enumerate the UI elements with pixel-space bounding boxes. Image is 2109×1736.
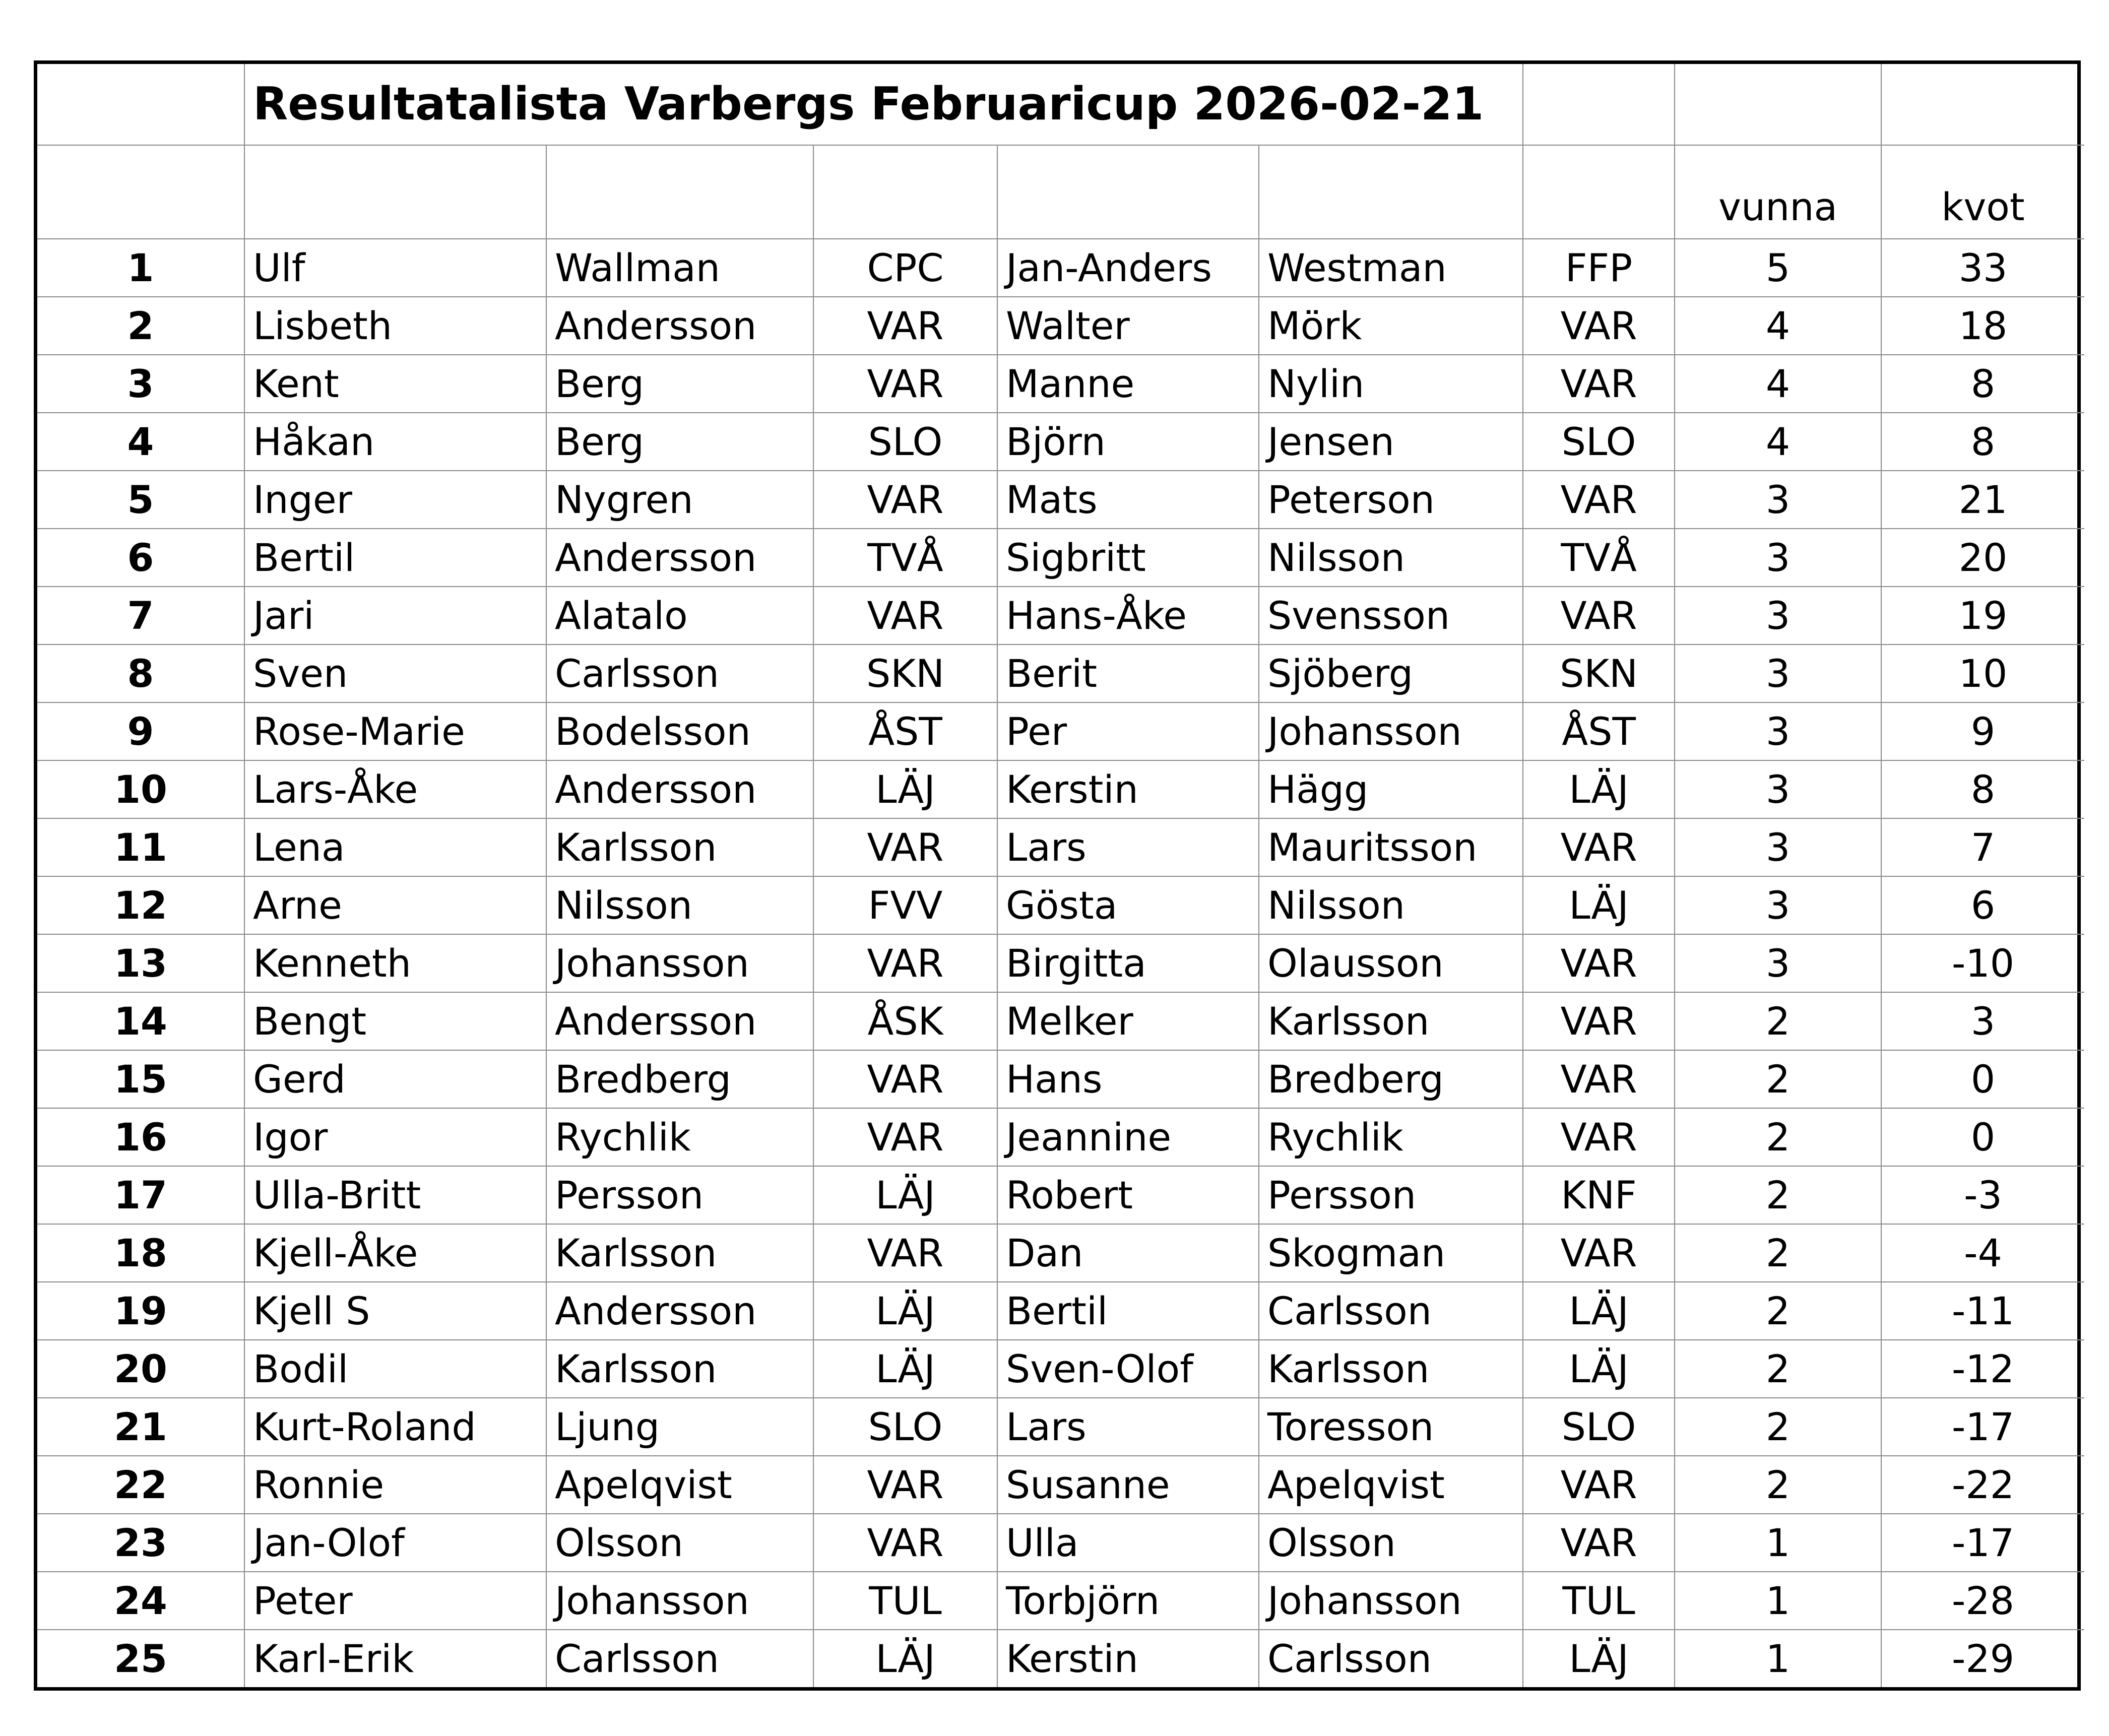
table-row: [37, 645, 2084, 702]
club-1-cell: VAR: [813, 297, 997, 355]
first-name-2-cell: Kerstin: [997, 1630, 1259, 1687]
last-name-2-cell: Olausson: [1259, 934, 1523, 992]
won-cell: 3: [1675, 529, 1881, 587]
won-cell: 1: [1675, 1514, 1881, 1572]
club-1-cell: VAR: [813, 1514, 997, 1572]
rank-cell: 23: [37, 1514, 244, 1572]
last-name-2-cell: Carlsson: [1259, 1282, 1523, 1340]
club-1-cell: ÅSK: [813, 992, 997, 1050]
won-cell: 3: [1675, 818, 1881, 876]
first-name-1-cell: Håkan: [244, 413, 546, 471]
column-header-ratio: kvot: [1881, 145, 2084, 239]
rank-cell: 12: [37, 876, 244, 934]
empty-cell: [37, 64, 244, 145]
header-row: [37, 145, 2084, 239]
last-name-1-cell: Karlsson: [546, 1224, 813, 1282]
club-2-cell: LÄJ: [1523, 760, 1675, 818]
rank-cell: 6: [37, 529, 244, 587]
table-row: [37, 818, 2084, 876]
last-name-2-cell: Sjöberg: [1259, 645, 1523, 702]
empty-cell: [1523, 145, 1675, 239]
ratio-cell: 6: [1881, 876, 2084, 934]
rank-cell: 21: [37, 1398, 244, 1456]
won-cell: 2: [1675, 992, 1881, 1050]
last-name-2-cell: Bredberg: [1259, 1050, 1523, 1108]
club-1-cell: LÄJ: [813, 1282, 997, 1340]
table-row: [37, 1166, 2084, 1224]
rank-cell: 11: [37, 818, 244, 876]
won-cell: 3: [1675, 934, 1881, 992]
ratio-cell: -4: [1881, 1224, 2084, 1282]
last-name-2-cell: Nylin: [1259, 355, 1523, 413]
empty-cell: [1675, 64, 1881, 145]
first-name-2-cell: Jeannine: [997, 1108, 1259, 1166]
table-row: [37, 1108, 2084, 1166]
club-2-cell: LÄJ: [1523, 876, 1675, 934]
club-1-cell: TVÅ: [813, 529, 997, 587]
rank-cell: 17: [37, 1166, 244, 1224]
table-row: [37, 297, 2084, 355]
club-1-cell: FVV: [813, 876, 997, 934]
rank-cell: 24: [37, 1572, 244, 1630]
last-name-1-cell: Andersson: [546, 529, 813, 587]
first-name-1-cell: Peter: [244, 1572, 546, 1630]
won-cell: 2: [1675, 1050, 1881, 1108]
ratio-cell: -11: [1881, 1282, 2084, 1340]
first-name-2-cell: Sven-Olof: [997, 1340, 1259, 1398]
club-2-cell: FFP: [1523, 239, 1675, 297]
ratio-cell: -10: [1881, 934, 2084, 992]
first-name-1-cell: Kenneth: [244, 934, 546, 992]
empty-cell: [1523, 64, 1675, 145]
first-name-2-cell: Torbjörn: [997, 1572, 1259, 1630]
club-2-cell: VAR: [1523, 992, 1675, 1050]
table-row: [37, 239, 2084, 297]
table-row: [37, 1398, 2084, 1456]
first-name-1-cell: Bertil: [244, 529, 546, 587]
first-name-1-cell: Kjell-Åke: [244, 1224, 546, 1282]
first-name-1-cell: Kjell S: [244, 1282, 546, 1340]
won-cell: 1: [1675, 1572, 1881, 1630]
last-name-2-cell: Westman: [1259, 239, 1523, 297]
ratio-cell: 21: [1881, 471, 2084, 529]
first-name-1-cell: Ulla-Britt: [244, 1166, 546, 1224]
ratio-cell: 18: [1881, 297, 2084, 355]
club-2-cell: VAR: [1523, 1108, 1675, 1166]
empty-cell: [37, 145, 244, 239]
last-name-2-cell: Jensen: [1259, 413, 1523, 471]
table-row: [37, 529, 2084, 587]
empty-cell: [813, 145, 997, 239]
first-name-2-cell: Sigbritt: [997, 529, 1259, 587]
club-1-cell: VAR: [813, 1456, 997, 1514]
last-name-1-cell: Andersson: [546, 760, 813, 818]
ratio-cell: 8: [1881, 355, 2084, 413]
ratio-cell: -22: [1881, 1456, 2084, 1514]
column-header-won: vunna: [1675, 145, 1881, 239]
club-2-cell: VAR: [1523, 297, 1675, 355]
rank-cell: 8: [37, 645, 244, 702]
ratio-cell: -3: [1881, 1166, 2084, 1224]
first-name-2-cell: Gösta: [997, 876, 1259, 934]
rank-cell: 14: [37, 992, 244, 1050]
rank-cell: 20: [37, 1340, 244, 1398]
first-name-1-cell: Lars-Åke: [244, 760, 546, 818]
first-name-2-cell: Hans-Åke: [997, 587, 1259, 645]
ratio-cell: -17: [1881, 1398, 2084, 1456]
empty-cell: [1881, 64, 2084, 145]
club-2-cell: TVÅ: [1523, 529, 1675, 587]
won-cell: 3: [1675, 876, 1881, 934]
table-row: [37, 1630, 2084, 1687]
last-name-2-cell: Olsson: [1259, 1514, 1523, 1572]
rank-cell: 10: [37, 760, 244, 818]
last-name-1-cell: Andersson: [546, 297, 813, 355]
club-2-cell: VAR: [1523, 1514, 1675, 1572]
club-2-cell: LÄJ: [1523, 1630, 1675, 1687]
first-name-2-cell: Jan-Anders: [997, 239, 1259, 297]
rank-cell: 22: [37, 1456, 244, 1514]
first-name-1-cell: Jan-Olof: [244, 1514, 546, 1572]
table-row: [37, 413, 2084, 471]
first-name-2-cell: Ulla: [997, 1514, 1259, 1572]
last-name-1-cell: Carlsson: [546, 1630, 813, 1687]
first-name-1-cell: Sven: [244, 645, 546, 702]
first-name-2-cell: Björn: [997, 413, 1259, 471]
first-name-1-cell: Bengt: [244, 992, 546, 1050]
last-name-2-cell: Karlsson: [1259, 1340, 1523, 1398]
ratio-cell: 7: [1881, 818, 2084, 876]
empty-cell: [1259, 145, 1523, 239]
club-1-cell: LÄJ: [813, 1630, 997, 1687]
ratio-cell: 0: [1881, 1050, 2084, 1108]
table-row: [37, 587, 2084, 645]
last-name-2-cell: Persson: [1259, 1166, 1523, 1224]
last-name-1-cell: Apelqvist: [546, 1456, 813, 1514]
won-cell: 3: [1675, 645, 1881, 702]
first-name-2-cell: Walter: [997, 297, 1259, 355]
rank-cell: 18: [37, 1224, 244, 1282]
table-row: [37, 876, 2084, 934]
table-row: [37, 1224, 2084, 1282]
first-name-1-cell: Arne: [244, 876, 546, 934]
club-2-cell: TUL: [1523, 1572, 1675, 1630]
ratio-cell: 33: [1881, 239, 2084, 297]
results-table: [37, 64, 2084, 1687]
first-name-2-cell: Berit: [997, 645, 1259, 702]
table-row: [37, 1282, 2084, 1340]
results-table-body: [37, 64, 2084, 1687]
club-1-cell: SLO: [813, 1398, 997, 1456]
first-name-2-cell: Mats: [997, 471, 1259, 529]
page-title: Resultatalista Varbergs Februaricup 2026-02-21: [244, 64, 1523, 145]
club-2-cell: SKN: [1523, 645, 1675, 702]
ratio-cell: 3: [1881, 992, 2084, 1050]
last-name-2-cell: Svensson: [1259, 587, 1523, 645]
last-name-2-cell: Nilsson: [1259, 876, 1523, 934]
first-name-1-cell: Karl-Erik: [244, 1630, 546, 1687]
won-cell: 2: [1675, 1340, 1881, 1398]
last-name-1-cell: Carlsson: [546, 645, 813, 702]
last-name-1-cell: Bodelsson: [546, 702, 813, 760]
club-1-cell: CPC: [813, 239, 997, 297]
first-name-2-cell: Lars: [997, 818, 1259, 876]
won-cell: 2: [1675, 1398, 1881, 1456]
club-2-cell: VAR: [1523, 818, 1675, 876]
empty-cell: [244, 145, 546, 239]
rank-cell: 7: [37, 587, 244, 645]
first-name-2-cell: Melker: [997, 992, 1259, 1050]
table-row: [37, 1572, 2084, 1630]
won-cell: 5: [1675, 239, 1881, 297]
last-name-2-cell: Nilsson: [1259, 529, 1523, 587]
last-name-1-cell: Karlsson: [546, 818, 813, 876]
ratio-cell: 8: [1881, 760, 2084, 818]
club-2-cell: VAR: [1523, 1050, 1675, 1108]
last-name-1-cell: Rychlik: [546, 1108, 813, 1166]
rank-cell: 13: [37, 934, 244, 992]
last-name-2-cell: Peterson: [1259, 471, 1523, 529]
first-name-1-cell: Igor: [244, 1108, 546, 1166]
last-name-2-cell: Johansson: [1259, 702, 1523, 760]
won-cell: 2: [1675, 1282, 1881, 1340]
last-name-1-cell: Alatalo: [546, 587, 813, 645]
club-2-cell: LÄJ: [1523, 1340, 1675, 1398]
last-name-2-cell: Carlsson: [1259, 1630, 1523, 1687]
won-cell: 2: [1675, 1456, 1881, 1514]
last-name-1-cell: Nilsson: [546, 876, 813, 934]
won-cell: 2: [1675, 1224, 1881, 1282]
rank-cell: 19: [37, 1282, 244, 1340]
club-1-cell: VAR: [813, 1050, 997, 1108]
first-name-2-cell: Manne: [997, 355, 1259, 413]
club-2-cell: VAR: [1523, 587, 1675, 645]
ratio-cell: 20: [1881, 529, 2084, 587]
last-name-2-cell: Hägg: [1259, 760, 1523, 818]
first-name-1-cell: Ronnie: [244, 1456, 546, 1514]
empty-cell: [546, 145, 813, 239]
rank-cell: 2: [37, 297, 244, 355]
table-row: [37, 1340, 2084, 1398]
rank-cell: 25: [37, 1630, 244, 1687]
ratio-cell: -29: [1881, 1630, 2084, 1687]
club-2-cell: VAR: [1523, 1224, 1675, 1282]
club-2-cell: VAR: [1523, 934, 1675, 992]
rank-cell: 1: [37, 239, 244, 297]
club-1-cell: ÅST: [813, 702, 997, 760]
last-name-2-cell: Mörk: [1259, 297, 1523, 355]
club-2-cell: VAR: [1523, 1456, 1675, 1514]
first-name-2-cell: Dan: [997, 1224, 1259, 1282]
club-2-cell: VAR: [1523, 355, 1675, 413]
won-cell: 3: [1675, 702, 1881, 760]
club-2-cell: SLO: [1523, 1398, 1675, 1456]
last-name-2-cell: Johansson: [1259, 1572, 1523, 1630]
won-cell: 2: [1675, 1108, 1881, 1166]
first-name-1-cell: Bodil: [244, 1340, 546, 1398]
won-cell: 3: [1675, 587, 1881, 645]
table-row: [37, 1514, 2084, 1572]
last-name-2-cell: Mauritsson: [1259, 818, 1523, 876]
first-name-1-cell: Inger: [244, 471, 546, 529]
club-1-cell: VAR: [813, 471, 997, 529]
first-name-1-cell: Lena: [244, 818, 546, 876]
table-row: [37, 760, 2084, 818]
last-name-1-cell: Johansson: [546, 934, 813, 992]
ratio-cell: 19: [1881, 587, 2084, 645]
first-name-1-cell: Lisbeth: [244, 297, 546, 355]
last-name-1-cell: Bredberg: [546, 1050, 813, 1108]
club-1-cell: SKN: [813, 645, 997, 702]
club-2-cell: SLO: [1523, 413, 1675, 471]
won-cell: 4: [1675, 297, 1881, 355]
table-row: [37, 355, 2084, 413]
ratio-cell: -28: [1881, 1572, 2084, 1630]
title-row: [37, 64, 2084, 145]
table-row: [37, 992, 2084, 1050]
first-name-2-cell: Per: [997, 702, 1259, 760]
club-2-cell: LÄJ: [1523, 1282, 1675, 1340]
last-name-1-cell: Karlsson: [546, 1340, 813, 1398]
first-name-2-cell: Robert: [997, 1166, 1259, 1224]
first-name-2-cell: Lars: [997, 1398, 1259, 1456]
ratio-cell: 9: [1881, 702, 2084, 760]
rank-cell: 9: [37, 702, 244, 760]
first-name-2-cell: Bertil: [997, 1282, 1259, 1340]
won-cell: 1: [1675, 1630, 1881, 1687]
won-cell: 4: [1675, 355, 1881, 413]
last-name-1-cell: Persson: [546, 1166, 813, 1224]
first-name-1-cell: Gerd: [244, 1050, 546, 1108]
rank-cell: 4: [37, 413, 244, 471]
club-1-cell: VAR: [813, 587, 997, 645]
club-1-cell: VAR: [813, 1108, 997, 1166]
club-1-cell: LÄJ: [813, 1340, 997, 1398]
ratio-cell: 8: [1881, 413, 2084, 471]
last-name-2-cell: Rychlik: [1259, 1108, 1523, 1166]
first-name-1-cell: Kurt-Roland: [244, 1398, 546, 1456]
club-2-cell: VAR: [1523, 471, 1675, 529]
club-2-cell: ÅST: [1523, 702, 1675, 760]
won-cell: 4: [1675, 413, 1881, 471]
last-name-1-cell: Berg: [546, 355, 813, 413]
ratio-cell: -12: [1881, 1340, 2084, 1398]
ratio-cell: 0: [1881, 1108, 2084, 1166]
first-name-2-cell: Birgitta: [997, 934, 1259, 992]
rank-cell: 3: [37, 355, 244, 413]
first-name-1-cell: Jari: [244, 587, 546, 645]
first-name-1-cell: Kent: [244, 355, 546, 413]
club-1-cell: TUL: [813, 1572, 997, 1630]
club-1-cell: SLO: [813, 413, 997, 471]
club-1-cell: VAR: [813, 818, 997, 876]
last-name-2-cell: Toresson: [1259, 1398, 1523, 1456]
table-row: [37, 1456, 2084, 1514]
last-name-1-cell: Andersson: [546, 1282, 813, 1340]
last-name-1-cell: Johansson: [546, 1572, 813, 1630]
table-row: [37, 702, 2084, 760]
last-name-2-cell: Apelqvist: [1259, 1456, 1523, 1514]
club-2-cell: KNF: [1523, 1166, 1675, 1224]
last-name-1-cell: Nygren: [546, 471, 813, 529]
first-name-2-cell: Susanne: [997, 1456, 1259, 1514]
last-name-2-cell: Karlsson: [1259, 992, 1523, 1050]
first-name-1-cell: Rose-Marie: [244, 702, 546, 760]
ratio-cell: 10: [1881, 645, 2084, 702]
last-name-1-cell: Ljung: [546, 1398, 813, 1456]
last-name-1-cell: Andersson: [546, 992, 813, 1050]
won-cell: 3: [1675, 760, 1881, 818]
rank-cell: 16: [37, 1108, 244, 1166]
last-name-2-cell: Skogman: [1259, 1224, 1523, 1282]
table-row: [37, 1050, 2084, 1108]
club-1-cell: VAR: [813, 355, 997, 413]
rank-cell: 15: [37, 1050, 244, 1108]
first-name-1-cell: Ulf: [244, 239, 546, 297]
club-1-cell: LÄJ: [813, 760, 997, 818]
last-name-1-cell: Olsson: [546, 1514, 813, 1572]
empty-cell: [997, 145, 1259, 239]
results-sheet: [34, 60, 2081, 1691]
won-cell: 2: [1675, 1166, 1881, 1224]
first-name-2-cell: Hans: [997, 1050, 1259, 1108]
club-1-cell: VAR: [813, 1224, 997, 1282]
table-row: [37, 471, 2084, 529]
club-1-cell: VAR: [813, 934, 997, 992]
rank-cell: 5: [37, 471, 244, 529]
ratio-cell: -17: [1881, 1514, 2084, 1572]
last-name-1-cell: Berg: [546, 413, 813, 471]
won-cell: 3: [1675, 471, 1881, 529]
last-name-1-cell: Wallman: [546, 239, 813, 297]
table-row: [37, 934, 2084, 992]
club-1-cell: LÄJ: [813, 1166, 997, 1224]
first-name-2-cell: Kerstin: [997, 760, 1259, 818]
